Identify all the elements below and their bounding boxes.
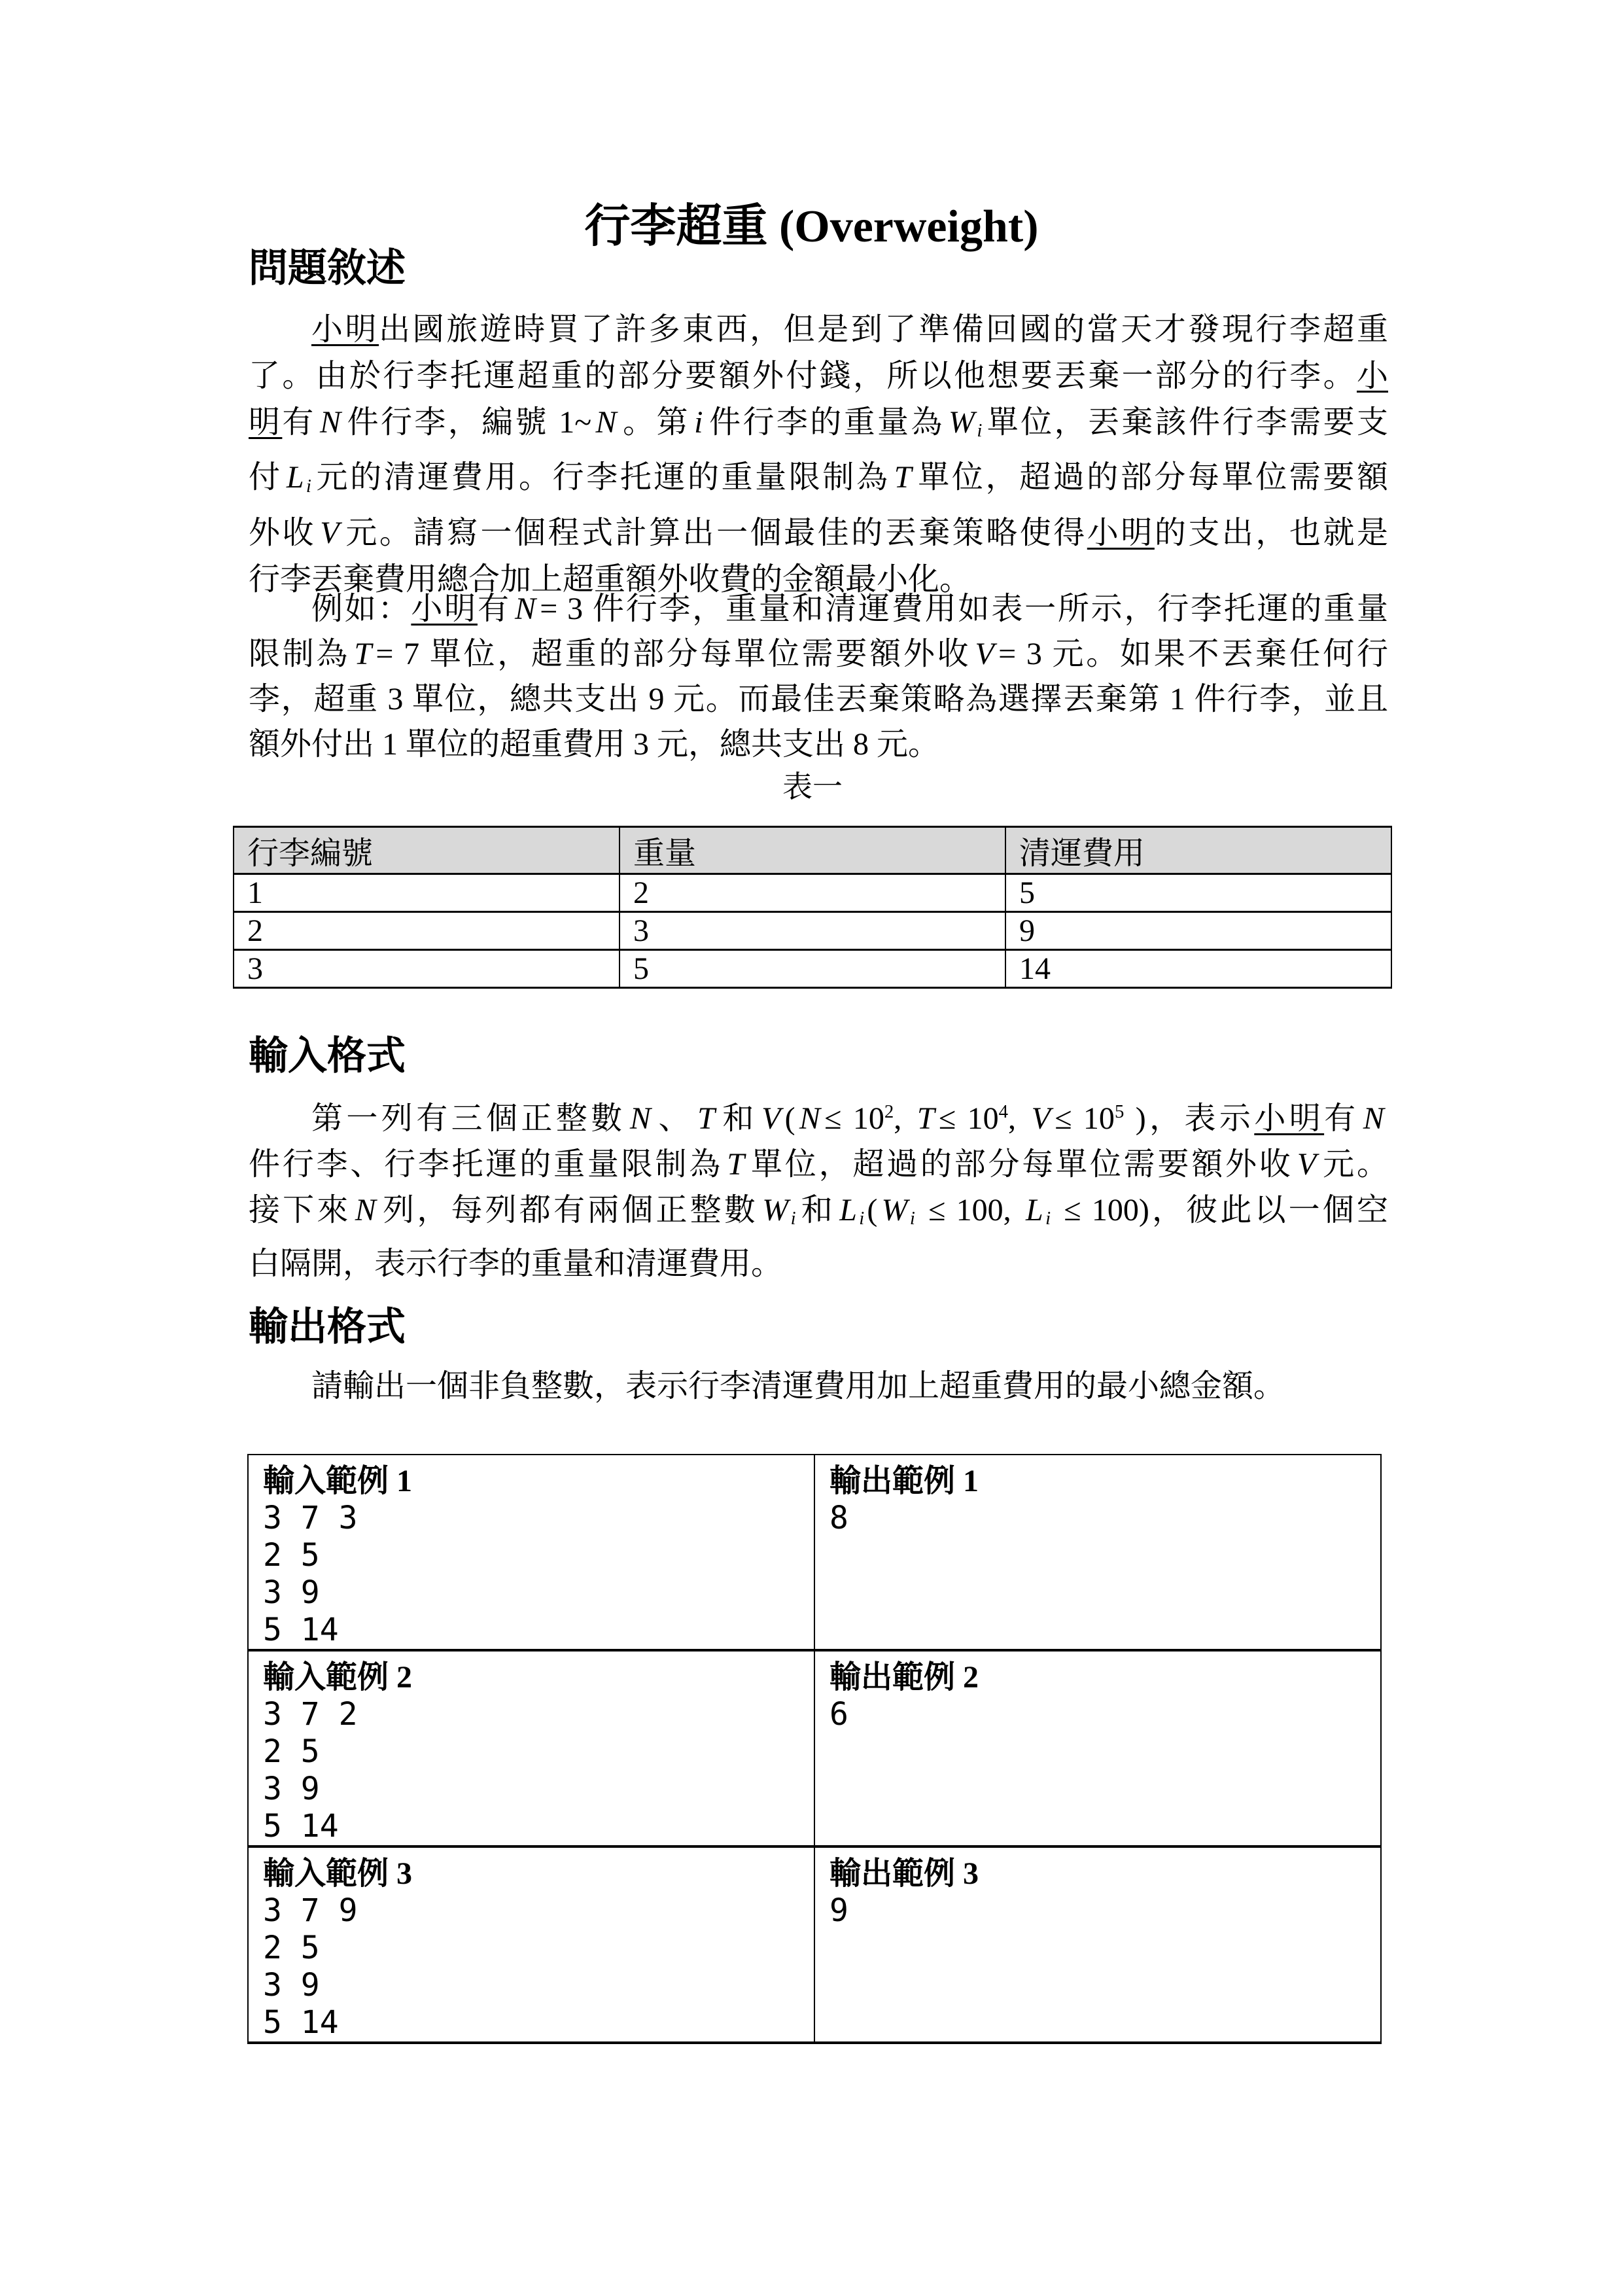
example-output-value: 9 xyxy=(829,1892,848,1929)
text-line: 付 L $_i$元的清運費用。行李托運的重量限制為 T 單位，超過的部分每單位需要額 xyxy=(249,460,1388,497)
text-line: 接下來 N 列，每列都有兩個正整數 W $_i$和 L $_i$( W $_i$ ≤ 100, L $_i$ ≤ 100)，彼此以一個空 xyxy=(249,1193,1388,1229)
example-output-cell-3 xyxy=(814,1846,1381,2043)
example-input-line: 2 5 xyxy=(263,1930,320,1966)
example-output-value: 8 xyxy=(829,1500,848,1536)
text-line: 李，超重 3 單位，總共支出 9 元。而最佳丟棄策略為選擇丟棄第 1 件行李，並且 xyxy=(249,682,1388,716)
example-output-label: 輸出範例 2 xyxy=(829,1660,979,1695)
cell-fee: 9 xyxy=(1005,912,1391,950)
example-input-cell-1 xyxy=(248,1455,814,1650)
example-input-line: 3 7 3 xyxy=(263,1500,358,1536)
example-input-line: 2 5 xyxy=(263,1733,320,1770)
example-input-line: 5 14 xyxy=(263,1612,339,1648)
table-caption: 表一 xyxy=(782,770,843,804)
section-heading-input: 輸入格式 xyxy=(249,1034,406,1078)
output-format-paragraph xyxy=(249,1364,1388,1409)
cell-fee: 5 xyxy=(1005,874,1391,912)
table-row xyxy=(234,874,1391,912)
luggage-table-header-row xyxy=(234,827,1391,874)
example-input-line: 3 9 xyxy=(263,1771,320,1807)
luggage-table-header-id: 行李編號 xyxy=(234,827,620,874)
example-output-value: 6 xyxy=(829,1696,848,1733)
example-input-cell-3 xyxy=(248,1846,814,2043)
table-row xyxy=(234,950,1391,988)
problem-paragraph-2 xyxy=(249,586,1388,767)
example-row-2 xyxy=(248,1650,1381,1846)
cell-id: 2 xyxy=(234,912,620,950)
example-input-label: 輸入範例 3 xyxy=(263,1856,413,1891)
example-output-label: 輸出範例 1 xyxy=(829,1464,979,1498)
example-row-1 xyxy=(248,1455,1381,1650)
text-line: 外收 V 元。請寫一個程式計算出一個最佳的丟棄策略使得小明的支出，也就是 xyxy=(249,515,1388,550)
example-input-line: 3 9 xyxy=(263,1967,320,2004)
example-input-line: 2 5 xyxy=(263,1537,320,1574)
section-heading-output: 輸出格式 xyxy=(249,1305,406,1349)
cell-weight: 2 xyxy=(620,874,1005,912)
example-row-3 xyxy=(248,1846,1381,2043)
cell-id: 3 xyxy=(234,950,620,988)
text-line: 限制為 T = 7 單位，超重的部分每單位需要額外收 V = 3 元。如果不丟棄任何行 xyxy=(249,637,1388,671)
cell-id: 1 xyxy=(234,874,620,912)
cell-weight: 3 xyxy=(620,912,1005,950)
text-line: 例如：小明有 N = 3 件行李，重量和清運費用如表一所示，行李托運的重量 xyxy=(311,592,1388,626)
example-output-label: 輸出範例 3 xyxy=(829,1856,979,1891)
example-input-line: 3 7 9 xyxy=(263,1892,358,1929)
example-input-line: 5 14 xyxy=(263,1808,339,1845)
text-line: 額外付出 1 單位的超重費用 3 元，總共支出 8 元。 xyxy=(249,727,940,762)
text-line: 第一列有三個正整數 N 、 T 和 V ( $N \le 10^2$, $T \le 10^4$, $V \le 10^5$ )，表示小明有 N xyxy=(311,1101,1384,1136)
section-heading-problem: 問題敘述 xyxy=(249,247,406,290)
text-line: 了。由於行李托運超重的部分要額外付錢，所以他想要丟棄一部分的行李。小 xyxy=(249,359,1388,393)
example-input-cell-2 xyxy=(248,1650,814,1846)
luggage-table-header-fee: 清運費用 xyxy=(1005,827,1391,874)
problem-paragraph-1 xyxy=(249,306,1388,603)
example-input-line: 3 9 xyxy=(263,1574,320,1611)
text-line: 件行李、行李托運的重量限制為 T 單位，超過的部分每單位需要額外收 V 元。 xyxy=(249,1147,1388,1182)
examples-table xyxy=(247,1454,1382,2044)
example-output-cell-2 xyxy=(814,1650,1381,1846)
text-line: 小明出國旅遊時買了許多東西，但是到了準備回國的當天才發現行李超重 xyxy=(311,312,1388,347)
text-line: 請輸出一個非負整數，表示行李清運費用加上超重費用的最小總金額。 xyxy=(311,1369,1285,1404)
input-format-paragraph xyxy=(249,1089,1388,1287)
text-line: 白隔開，表示行李的重量和清運費用。 xyxy=(249,1246,783,1282)
cell-weight: 5 xyxy=(620,950,1005,988)
example-input-label: 輸入範例 2 xyxy=(263,1660,413,1695)
page-title: 行李超重 (Overweight) xyxy=(584,202,1039,252)
luggage-table xyxy=(233,826,1392,989)
table-row xyxy=(234,912,1391,950)
example-input-line: 5 14 xyxy=(263,2004,339,2041)
example-input-line: 3 7 2 xyxy=(263,1696,358,1733)
example-input-label: 輸入範例 1 xyxy=(263,1464,413,1498)
text-line: 行李丟棄費用總合加上超重額外收費的金額最小化。 xyxy=(249,561,971,597)
example-output-cell-1 xyxy=(814,1455,1381,1650)
text-line: 明有 N 件行李，編號 1~ N 。第 i 件行李的重量為 W $_i$單位，丟棄該件行李需要支 xyxy=(249,405,1388,442)
cell-fee: 14 xyxy=(1005,950,1391,988)
luggage-table-header-weight: 重量 xyxy=(620,827,1005,874)
